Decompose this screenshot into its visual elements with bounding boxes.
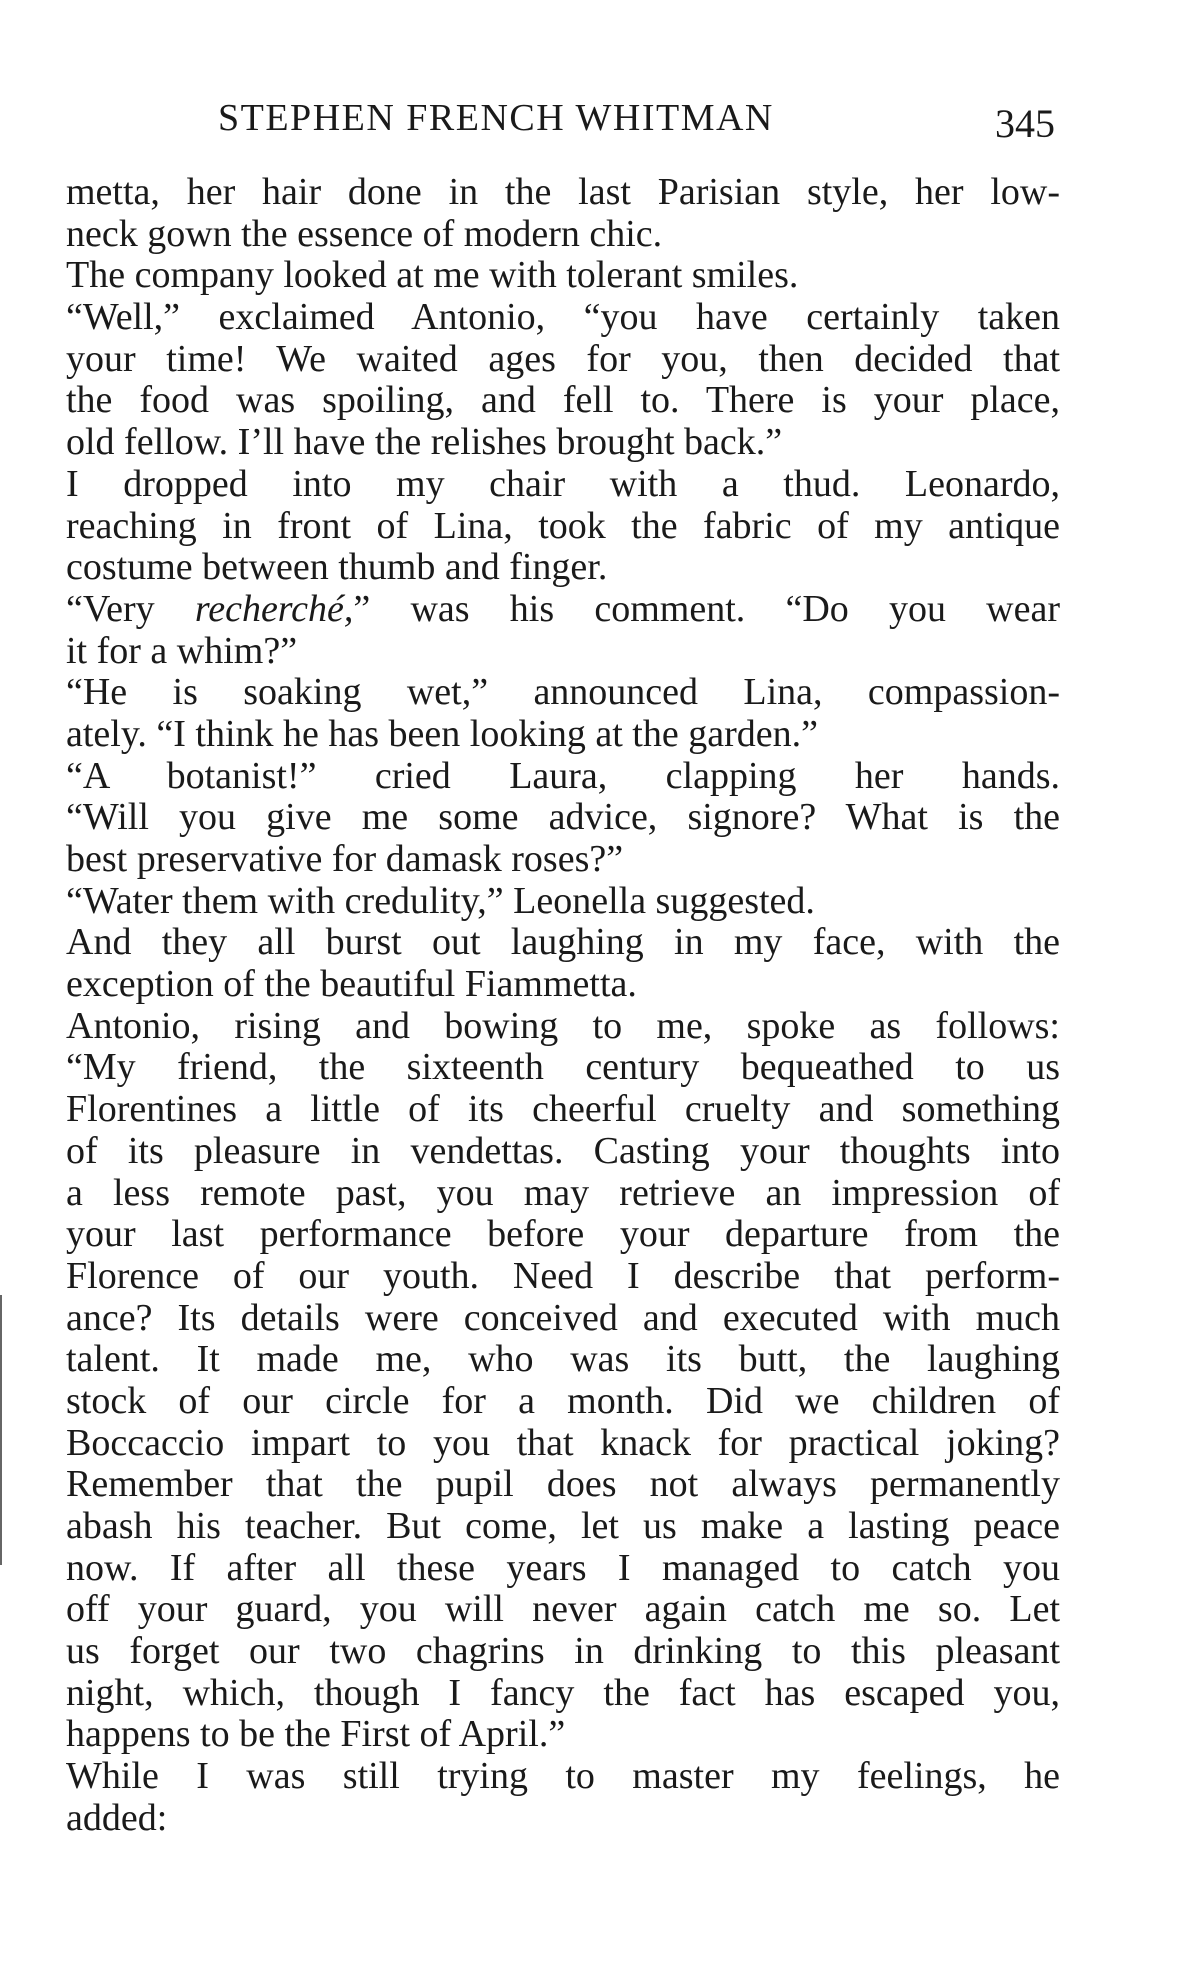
- text-line: night, which, though I fancy the fact has escaped you,: [66, 1671, 1060, 1714]
- margin-rule: [0, 1295, 2, 1565]
- text-line: best preservative for damask roses?”: [66, 838, 624, 880]
- text-line: Florentines a little of its cheerful cruelty and something: [66, 1088, 1060, 1131]
- text-line: off your guard, you will never again catch me so. Let: [66, 1588, 1060, 1631]
- text-line: I dropped into my chair with a thud. Leonardo,: [66, 462, 1060, 505]
- text-line: “Water them with credulity,” Leonella suggested.: [66, 879, 815, 922]
- body-text: [66, 172, 1060, 1840]
- text-line: The company looked at me with tolerant smiles.: [66, 254, 799, 297]
- text-line: your last performance before your departure from the: [66, 1213, 1060, 1256]
- text-line: your time! We waited ages for you, then decided that: [66, 337, 1060, 380]
- text-line: Florence of our youth. Need I describe that perform-: [66, 1254, 1060, 1297]
- text-line: stock of our circle for a month. Did we children of: [66, 1379, 1060, 1422]
- text-line: reaching in front of Lina, took the fabric of my antique: [66, 504, 1060, 547]
- running-head: STEPHEN FRENCH WHITMAN: [218, 97, 774, 139]
- text-line: neck gown the essence of modern chic.: [66, 212, 663, 255]
- text-line: Antonio, rising and bowing to me, spoke as follows:: [66, 1004, 1060, 1047]
- text-line: us forget our two chagrins in drinking to this pleasant: [66, 1630, 1060, 1673]
- text-line: happens to be the First of April.”: [66, 1713, 566, 1756]
- text-line: “Well,” exclaimed Antonio, “you have certainly taken: [66, 296, 1060, 339]
- text-line: Boccaccio impart to you that knack for practical joking?: [66, 1421, 1060, 1464]
- page-number: 345: [995, 101, 1055, 146]
- text-line: ately. “I think he has been looking at the garden.”: [66, 712, 818, 755]
- text-line: now. If after all these years I managed to catch you: [66, 1546, 1060, 1589]
- text-line: “Very recherché,” was his comment. “Do you wear: [66, 587, 1060, 630]
- text-line: “My friend, the sixteenth century bequeathed to us: [66, 1046, 1060, 1089]
- text-line: “A botanist!” cried Laura, clapping her hands.: [66, 754, 1060, 797]
- text-line: of its pleasure in vendettas. Casting your thoughts into: [66, 1129, 1060, 1172]
- text-line: “He is soaking wet,” announced Lina, compassion-: [66, 671, 1060, 714]
- text-line: exception of the beautiful Fiammetta.: [66, 963, 637, 1006]
- text-line: a less remote past, you may retrieve an impression of: [66, 1171, 1060, 1214]
- text-line: metta, her hair done in the last Parisian style, her low-: [66, 171, 1060, 213]
- text-line: And they all burst out laughing in my face, with the: [66, 921, 1060, 964]
- text-line: ance? Its details were conceived and executed with much: [66, 1296, 1060, 1339]
- text-line: abash his teacher. But come, let us make a lasting peace: [66, 1505, 1060, 1547]
- text-line: costume between thumb and finger.: [66, 546, 608, 589]
- text-line: old fellow. I’ll have the relishes brought back.”: [66, 421, 783, 464]
- text-line: talent. It made me, who was its butt, the laughing: [66, 1338, 1060, 1381]
- italic-word: recherché,: [194, 587, 354, 630]
- text-line: the food was spoiling, and fell to. There is your place,: [66, 379, 1060, 422]
- text-line: it for a whim?”: [66, 629, 298, 672]
- text-line: “Will you give me some advice, signore? What is the: [66, 796, 1060, 839]
- text-line: added:: [66, 1796, 168, 1839]
- text-line: Remember that the pupil does not always permanently: [66, 1463, 1060, 1506]
- text-line: While I was still trying to master my feelings, he: [66, 1755, 1060, 1798]
